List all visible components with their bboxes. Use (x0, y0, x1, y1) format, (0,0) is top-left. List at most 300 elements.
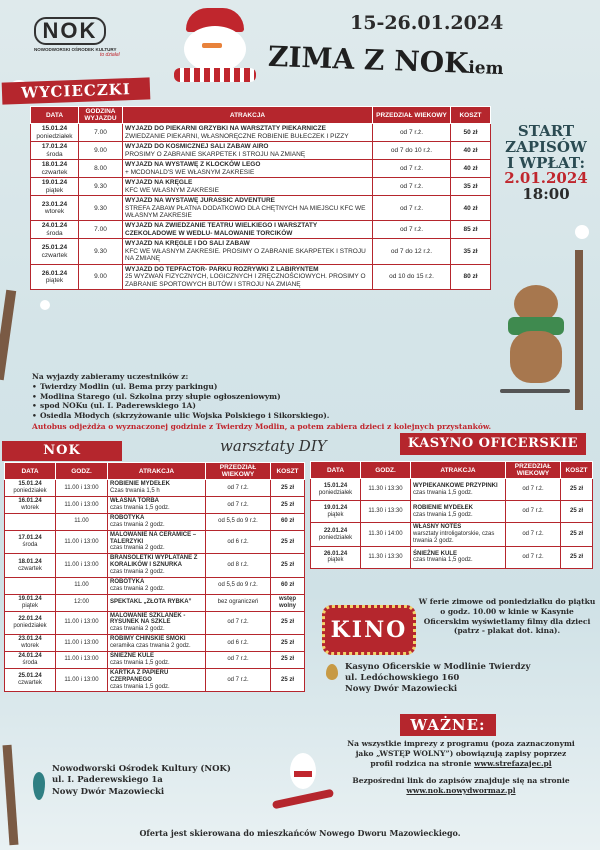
cost-cell: 40 zł (451, 196, 491, 221)
cost-cell: wstęp wolny (271, 594, 305, 611)
date-value: 25.01.24 (41, 244, 68, 252)
nok-address (52, 764, 252, 798)
date-cell (311, 546, 361, 568)
table-row (5, 635, 305, 652)
date-cell (31, 264, 79, 289)
column-header: PRZEDZIAŁ WIEKOWY (206, 463, 271, 480)
attraction-description: czas trwania 1,5 godz. (110, 659, 170, 666)
rabbit-scarf (294, 771, 312, 777)
date-cell (5, 594, 56, 611)
trips-banner: WYCIECZKI (2, 77, 151, 104)
nok-table (4, 462, 304, 692)
attraction-title: WYJAZD DO PIEKARNI GRZYBKI NA WARSZTATY PIEKARNICZE (125, 125, 326, 133)
column-header: GODZ. (56, 463, 108, 480)
signup-date: 2.01.2024 (504, 169, 588, 188)
snowman-illustration (170, 8, 260, 98)
weekday-value: poniedziałek (13, 622, 47, 629)
age-range-cell: od 7 r.ż. (206, 480, 271, 497)
attraction-cell (108, 594, 206, 611)
weekday-value: czwartek (18, 680, 42, 687)
column-header: KOSZT (271, 463, 305, 480)
attraction-description: czas trwania 1,5 godz. (413, 557, 473, 564)
kino-text: W ferie zimowe od poniedziałku do piątku o godz. 10.00 w kinie w Kasynie Oficerskim wyświetlamy filmy dla dzieci (patrz - plakat dot. kina). (418, 597, 596, 636)
cost-cell: 25 zł (271, 497, 305, 514)
weekday-value: poniedziałek (36, 132, 73, 140)
age-range-cell: od 7 r.ż. (506, 479, 561, 501)
attraction-title: ROBIENIE MYDEŁEK (413, 504, 474, 511)
date-value: 25.01.24 (18, 673, 42, 680)
cost-cell: 80 zł (451, 264, 491, 289)
attraction-cell (108, 513, 206, 530)
column-header: GODZINA WYJAZDU (79, 107, 123, 124)
attraction-description: czas trwania 2 godz. (110, 585, 165, 592)
attraction-cell (108, 635, 206, 652)
trips-table (30, 106, 490, 290)
cost-cell: 25 zł (271, 668, 305, 692)
nok-website-link[interactable]: www.nok.nowydwormaz.pl (406, 786, 516, 795)
date-value: 23.01.24 (41, 200, 68, 208)
time-cell: 11.00 i 13:00 (56, 635, 108, 652)
date-cell (31, 160, 79, 178)
table-row (5, 651, 305, 668)
cost-cell: 85 zł (451, 221, 491, 239)
pickup-point: • Twierdzy Modlin (ul. Bema przy parkingu) (32, 381, 218, 391)
cost-cell: 40 zł (451, 160, 491, 178)
time-cell: 9.30 (79, 178, 123, 196)
time-cell: 9.00 (79, 142, 123, 160)
column-header: GODZ. (361, 462, 411, 479)
date-value: 24.01.24 (41, 222, 68, 230)
age-range-cell: od 7 r.ż. (206, 497, 271, 514)
attraction-description: + MCDONALD'S WE WŁASNYM ZAKRESIE (125, 168, 255, 176)
nok-logo (34, 17, 120, 57)
date-value: 26.01.24 (41, 269, 68, 277)
attraction-cell (108, 554, 206, 578)
bullet-icon: • (32, 411, 37, 420)
attraction-cell (123, 221, 373, 239)
attraction-title: WŁASNA TORBA (110, 498, 159, 505)
weekday-value: czwartek (18, 565, 42, 572)
kasyno-address-line: Kasyno Oficerskie w Modlinie Twierdzy (345, 662, 531, 672)
date-value: 22.01.24 (18, 615, 42, 622)
cost-cell: 25 zł (561, 523, 593, 547)
date-value: 15.01.24 (41, 125, 68, 133)
signup-callout (496, 124, 596, 203)
attraction-description: Czas trwania 1,5 h (110, 488, 160, 495)
attraction-description: czas trwania 2 godz. (110, 569, 165, 576)
table-row (5, 668, 305, 692)
date-cell (5, 611, 56, 635)
age-range-cell: od 5,5 do 9 r.ż. (206, 577, 271, 594)
logo-subtitle: NOWODWORSKI OŚRODEK KULTURY (34, 47, 117, 52)
cost-cell: 25 zł (561, 546, 593, 568)
weekday-value: piątek (21, 602, 38, 609)
table-row (31, 178, 491, 196)
attraction-cell (123, 124, 373, 142)
attraction-cell (411, 523, 506, 547)
date-value: 18.01.24 (18, 558, 42, 565)
attraction-cell (123, 160, 373, 178)
weekday-value: wtorek (44, 208, 65, 216)
signup-time: 18:00 (522, 185, 570, 203)
location-pin-icon (326, 664, 338, 680)
weekday-value: piątek (327, 557, 344, 564)
column-header: DATA (5, 463, 56, 480)
date-cell (5, 513, 56, 530)
table-row (5, 497, 305, 514)
date-cell (5, 480, 56, 497)
column-header: ATRAKCJA (123, 107, 373, 124)
weekday-value: czwartek (41, 168, 68, 176)
date-value: 17.01.24 (18, 535, 42, 542)
time-cell: 11.00 i 13:00 (56, 497, 108, 514)
age-range-cell: od 7 r.ż. (206, 668, 271, 692)
age-range-cell: od 8 r.ż. (206, 554, 271, 578)
weekday-value: czwartek (41, 251, 68, 259)
table-row (31, 160, 491, 178)
signup-line-1: START (517, 122, 575, 140)
nok-banner: NOK (2, 441, 122, 461)
attraction-title: MALOWANIE NA CERAMICE – TALERZYKI (110, 531, 197, 545)
attraction-cell (123, 196, 373, 221)
date-value: 23.01.24 (18, 636, 42, 643)
attraction-description: czas trwania 1,5 godz. (413, 511, 473, 518)
attraction-title: BRANSOLETKI WYPLATANE Z KORALIKÓW I SZNURKA (110, 555, 198, 569)
date-cell (5, 651, 56, 668)
kasyno-address (345, 662, 595, 695)
kasyno-address-line: ul. Ledóchowskiego 160 (345, 673, 460, 684)
bullet-icon: • (32, 391, 37, 401)
date-cell (5, 554, 56, 578)
attraction-description: czas trwania 1,5 godz. (413, 489, 473, 496)
attraction-description: czas trwania 2 godz. (110, 626, 165, 633)
attraction-cell (108, 651, 206, 668)
scarf-shape (174, 68, 256, 82)
date-value: 26.01.24 (323, 550, 348, 557)
table-row (31, 196, 491, 221)
attraction-title: MALOWANIE SZKLANEK - RYSUNEK NA SZKLE (110, 612, 186, 626)
cost-cell: 60 zł (271, 577, 305, 594)
attraction-title: WYJAZD NA KRĘGLE I DO SALI ZABAW (125, 240, 250, 248)
kasyno-banner: KASYNO OFICERSKIE (400, 433, 586, 455)
date-cell (5, 668, 56, 692)
cost-cell: 50 zł (451, 124, 491, 142)
attraction-cell (108, 611, 206, 635)
age-range-cell: od 6 r.ż. (206, 530, 271, 554)
cost-cell: 25 zł (271, 530, 305, 554)
trips-table-header (31, 107, 491, 124)
cost-cell: 25 zł (271, 611, 305, 635)
attraction-description: warsztaty introligatorskie, czas trwania 2 godz. (413, 531, 495, 545)
logo-mark: NOK (34, 17, 106, 45)
bullet-icon: • (32, 401, 37, 411)
time-cell: 11.30 i 13:30 (361, 501, 411, 523)
time-cell: 11.00 (56, 577, 108, 594)
cost-cell: 25 zł (561, 479, 593, 501)
age-range-cell: od 7 r.ż. (373, 196, 451, 221)
title-suffix: iem (467, 57, 504, 80)
cost-cell: 25 zł (271, 635, 305, 652)
age-range-cell: od 7 r.ż. (373, 221, 451, 239)
attraction-title: ROBIMY CHIŃSKIE SMOKI (110, 636, 186, 643)
table-row (311, 523, 593, 547)
date-value: 24.01.24 (18, 652, 42, 659)
table-row (31, 264, 491, 289)
table-row (5, 577, 305, 594)
logo-tagline: to działa! (99, 52, 120, 58)
attraction-cell (123, 239, 373, 264)
attraction-title: ROBIENIE MYDEŁEK (110, 481, 171, 488)
table-row (31, 124, 491, 142)
attraction-title: WYPIEKANKOWE PRZYPINKI (413, 482, 498, 489)
weekday-value: piątek (45, 276, 64, 284)
snowball-decoration (575, 225, 589, 239)
date-cell (5, 530, 56, 554)
time-cell: 9.30 (79, 196, 123, 221)
column-header: DATA (31, 107, 79, 124)
attraction-cell (108, 497, 206, 514)
attraction-description: czas trwania 2 godz. (110, 545, 165, 552)
attraction-description: czas trwania 1,5 godz. (110, 504, 170, 511)
time-cell: 11.30 i 13:30 (361, 546, 411, 568)
carrot-nose (202, 43, 222, 48)
table-row (311, 546, 593, 568)
date-cell (31, 239, 79, 264)
date-cell (5, 635, 56, 652)
time-cell: 11.00 i 13:00 (56, 530, 108, 554)
age-range-cell: od 7 r.ż. (506, 523, 561, 547)
pickup-info (32, 372, 552, 432)
table-row (311, 479, 593, 501)
attraction-description: czas trwania 1,5 godz. (110, 683, 170, 690)
weekday-value: wtorek (21, 504, 39, 511)
strefazajec-link[interactable]: www.strefazajec.pl (474, 758, 552, 768)
pickup-point: • Osiedla Młodych (skrzyżowanie ulic Wojska Polskiego i Sikorskiego). (32, 411, 330, 420)
column-header: DATA (311, 462, 361, 479)
kasyno-table-header (311, 462, 593, 479)
sled-shape (272, 789, 334, 810)
date-cell (31, 196, 79, 221)
bus-note: Autobus odjeżdża o wyznaczonej godzinie z Twierdzy Modlin, a potem zabiera dzieci z kolejnych przystanków. (32, 421, 492, 431)
nok-address-line: Nowodworski Ośrodek Kultury (NOK) (52, 764, 231, 774)
weekday-value: poniedziałek (318, 489, 353, 496)
pickup-intro: Na wyjazdy zabieramy uczestników z: (32, 372, 189, 381)
attraction-description: KFC WE WŁASNYM ZAKRESIE (125, 186, 219, 194)
date-cell (5, 497, 56, 514)
signup-info: Na wszystkie imprezy z programu (poza zaznaczonymi jako „WSTĘP WOLNY”) obowiązują zapisy poprzez profil rodzica na stronie (347, 739, 575, 768)
snowman-head (184, 26, 246, 72)
nok-table-header (5, 463, 305, 480)
date-cell (311, 479, 361, 501)
table-row (5, 554, 305, 578)
age-range-cell: od 7 r.ż. (373, 178, 451, 196)
age-range-cell: od 7 r.ż. (506, 501, 561, 523)
table-row (31, 142, 491, 160)
time-cell: 9.00 (79, 264, 123, 289)
bullet-icon: • (32, 381, 37, 391)
cost-cell: 35 zł (451, 239, 491, 264)
column-header: ATRAKCJA (108, 463, 206, 480)
attraction-description: ceramika czas trwania 2 godz. (110, 643, 191, 650)
weekday-value: poniedziałek (13, 488, 47, 495)
important-text (346, 739, 576, 796)
column-header: KOSZT (561, 462, 593, 479)
age-range-cell: od 7 do 12 r.ż. (373, 239, 451, 264)
table-row (5, 480, 305, 497)
attraction-title: ŚNIEŻNE KULE (413, 550, 458, 557)
attraction-title: ROBOTYKA (110, 578, 145, 585)
age-range-cell: od 7 r.ż. (506, 546, 561, 568)
time-cell: 8.00 (79, 160, 123, 178)
attraction-cell (411, 546, 506, 568)
age-range-cell: bez ograniczeń (206, 594, 271, 611)
attraction-title: WYJAZD NA WYSTAWĘ Z KLOCKÓW LEGO (125, 161, 261, 169)
column-header: PRZEDZIAŁ WIEKOWY (506, 462, 561, 479)
age-range-cell: od 7 r.ż. (373, 160, 451, 178)
signup-line-2: ZAPISÓW (505, 137, 587, 156)
age-range-cell: od 6 r.ż. (206, 635, 271, 652)
attraction-title: WYJAZD DO KOSMICZNEJ SALI ZABAW AIRO (125, 143, 269, 151)
attraction-description: KFC WE WŁASNYM ZAKRESIE. PROSIMY O ZABRANIE SKARPETEK I STROJU NA ZMIANĘ (125, 247, 366, 263)
date-cell (31, 178, 79, 196)
table-row (5, 594, 305, 611)
cost-cell: 25 zł (271, 554, 305, 578)
attraction-cell (108, 577, 206, 594)
attraction-cell (123, 178, 373, 196)
cost-cell: 25 zł (271, 480, 305, 497)
age-range-cell: od 7 r.ż. (373, 124, 451, 142)
weekday-value: poniedziałek (318, 534, 353, 541)
cost-cell: 40 zł (451, 142, 491, 160)
weekday-value: wtorek (21, 643, 39, 650)
time-cell: 11.00 i 13:00 (56, 651, 108, 668)
signup-line-3: I WPŁAT: (507, 153, 585, 172)
attraction-cell (108, 668, 206, 692)
kasyno-address-line: Nowy Dwór Mazowiecki (345, 684, 458, 695)
date-cell (5, 577, 56, 594)
direct-link-info: Bezpośredni link do zapisów znajduje się na stronie (352, 776, 570, 786)
date-value: 16.01.24 (18, 498, 42, 505)
attraction-title: ROBOTYKA (110, 514, 145, 521)
location-pin-icon (33, 772, 45, 800)
kino-sign: KINO (322, 605, 416, 655)
attraction-title: SPEKTAKL „ZŁOTA RYBKA” (110, 599, 192, 606)
attraction-title: WŁASNY NOTES (413, 524, 462, 531)
attraction-cell (108, 530, 206, 554)
time-cell: 11.00 (56, 513, 108, 530)
table-row (5, 611, 305, 635)
table-row (5, 513, 305, 530)
time-cell: 12:00 (56, 594, 108, 611)
time-cell: 11.00 i 13:00 (56, 611, 108, 635)
important-banner: WAŻNE: (400, 714, 496, 736)
time-cell: 11.00 i 13:00 (56, 480, 108, 497)
cost-cell: 25 zł (271, 651, 305, 668)
attraction-cell (411, 501, 506, 523)
time-cell: 9.30 (79, 239, 123, 264)
column-header: ATRAKCJA (411, 462, 506, 479)
attraction-title: WYJAZD NA WYSTAWĘ JURASSIC ADVENTURE (125, 197, 275, 205)
kasyno-table (310, 461, 592, 569)
attraction-title: WYJAZD DO TEPFACTOR- PARKU ROZRYWKI Z LABIRYNTEM (125, 265, 319, 273)
table-row (311, 501, 593, 523)
time-cell: 11.30 i 14:00 (361, 523, 411, 547)
event-dates: 15-26.01.2024 (350, 12, 504, 34)
attraction-description: ZWIEDZANIE PIEKARNI, WŁASNORĘCZNE ROBIENIE BUŁECZEK I PIZZY (125, 132, 349, 140)
rabbit-sled-illustration (272, 745, 334, 815)
date-value: 19.01.24 (41, 179, 68, 187)
date-value: 19.01.24 (18, 595, 42, 602)
attraction-title: WYJAZD NA ZWIEDZANIE TEATRU WIELKIEGO I WARSZTATY CZEKOLADOWE W WEDLU- MALOWANIE TORCIKÓW (125, 222, 318, 237)
tree-branch-decoration (575, 250, 583, 410)
column-header: KOSZT (451, 107, 491, 124)
date-cell (311, 523, 361, 547)
page-title (267, 40, 504, 81)
time-cell: 7.00 (79, 221, 123, 239)
age-range-cell: od 7 r.ż. (206, 651, 271, 668)
date-cell (31, 221, 79, 239)
pickup-point: • Modlina Starego (ul. Szkolna przy słupie ogłoszeniowym) (32, 391, 281, 401)
pickup-point: • spod NOKu (ul. I. Paderewskiego 1A) (32, 401, 196, 411)
title-main: ZIMA Z NOK (267, 39, 470, 80)
weekday-value: środa (22, 541, 38, 548)
weekday-value: środa (46, 229, 63, 237)
date-cell (31, 142, 79, 160)
attraction-cell (411, 479, 506, 501)
weekday-value: środa (22, 659, 38, 666)
time-cell: 11.00 i 13:00 (56, 668, 108, 692)
date-value: 18.01.24 (41, 161, 68, 169)
nok-address-line: Nowy Dwór Mazowiecki (52, 786, 165, 797)
attraction-description: czas trwania 2 godz. (110, 521, 165, 528)
table-row (31, 239, 491, 264)
cost-cell: 60 zł (271, 513, 305, 530)
nok-address-line: ul. I. Paderewskiego 1a (52, 775, 163, 786)
footer-note: Oferta jest skierowana do mieszkańców Nowego Dworu Mazowieckiego. (139, 828, 461, 838)
cost-cell: 35 zł (451, 178, 491, 196)
weekday-value: piątek (327, 511, 344, 518)
date-value: 15.01.24 (323, 482, 348, 489)
table-row (5, 530, 305, 554)
date-cell (311, 501, 361, 523)
weekday-value: piątek (45, 186, 64, 194)
date-value: 19.01.24 (323, 504, 348, 511)
attraction-description: STREFA ZABAW PŁATNA DODATKOWO DLA CHĘTNYCH NA MIEJSCU KFC WE WŁASNYM ZAKRESIE (125, 204, 366, 219)
snowball-decoration (40, 300, 50, 310)
age-range-cell: od 7 r.ż. (206, 611, 271, 635)
time-cell: 11.00 i 13:00 (56, 554, 108, 578)
cost-cell: 25 zł (561, 501, 593, 523)
date-value: 15.01.24 (18, 481, 42, 488)
attraction-title: KARTKA Z PAPIERU CZERPANEGO (110, 669, 169, 683)
attraction-cell (123, 264, 373, 289)
table-row (31, 221, 491, 239)
column-header: PRZEDZIAŁ WIEKOWY (373, 107, 451, 124)
attraction-description: 25 WYZWAŃ FIZYCZNYCH, LOGICZNYCH I ZRĘCZNOŚCIOWYCH. PROSIMY O ZABRANIE SPORTOWYCH BUTÓW I STROJU NA ZMIANĘ (125, 273, 366, 288)
diy-workshops-script: warsztaty DIY (220, 437, 327, 455)
age-range-cell: od 10 do 15 r.ż. (373, 264, 451, 289)
tree-branch-decoration (0, 290, 16, 381)
age-range-cell: od 5,5 do 9 r.ż. (206, 513, 271, 530)
date-value: 22.01.24 (323, 527, 348, 534)
age-range-cell: od 7 do 10 r.ż. (373, 142, 451, 160)
attraction-description: PROSIMY O ZABRANIE SKARPETEK I STROJU NA ZMIANĘ (125, 150, 306, 158)
time-cell: 11.30 i 13:30 (361, 479, 411, 501)
time-cell: 7.00 (79, 124, 123, 142)
attraction-title: ŚNIEŻNE KULE (110, 652, 155, 659)
date-value: 17.01.24 (41, 143, 68, 151)
attraction-title: WYJAZD NA KRĘGLE (125, 179, 193, 187)
